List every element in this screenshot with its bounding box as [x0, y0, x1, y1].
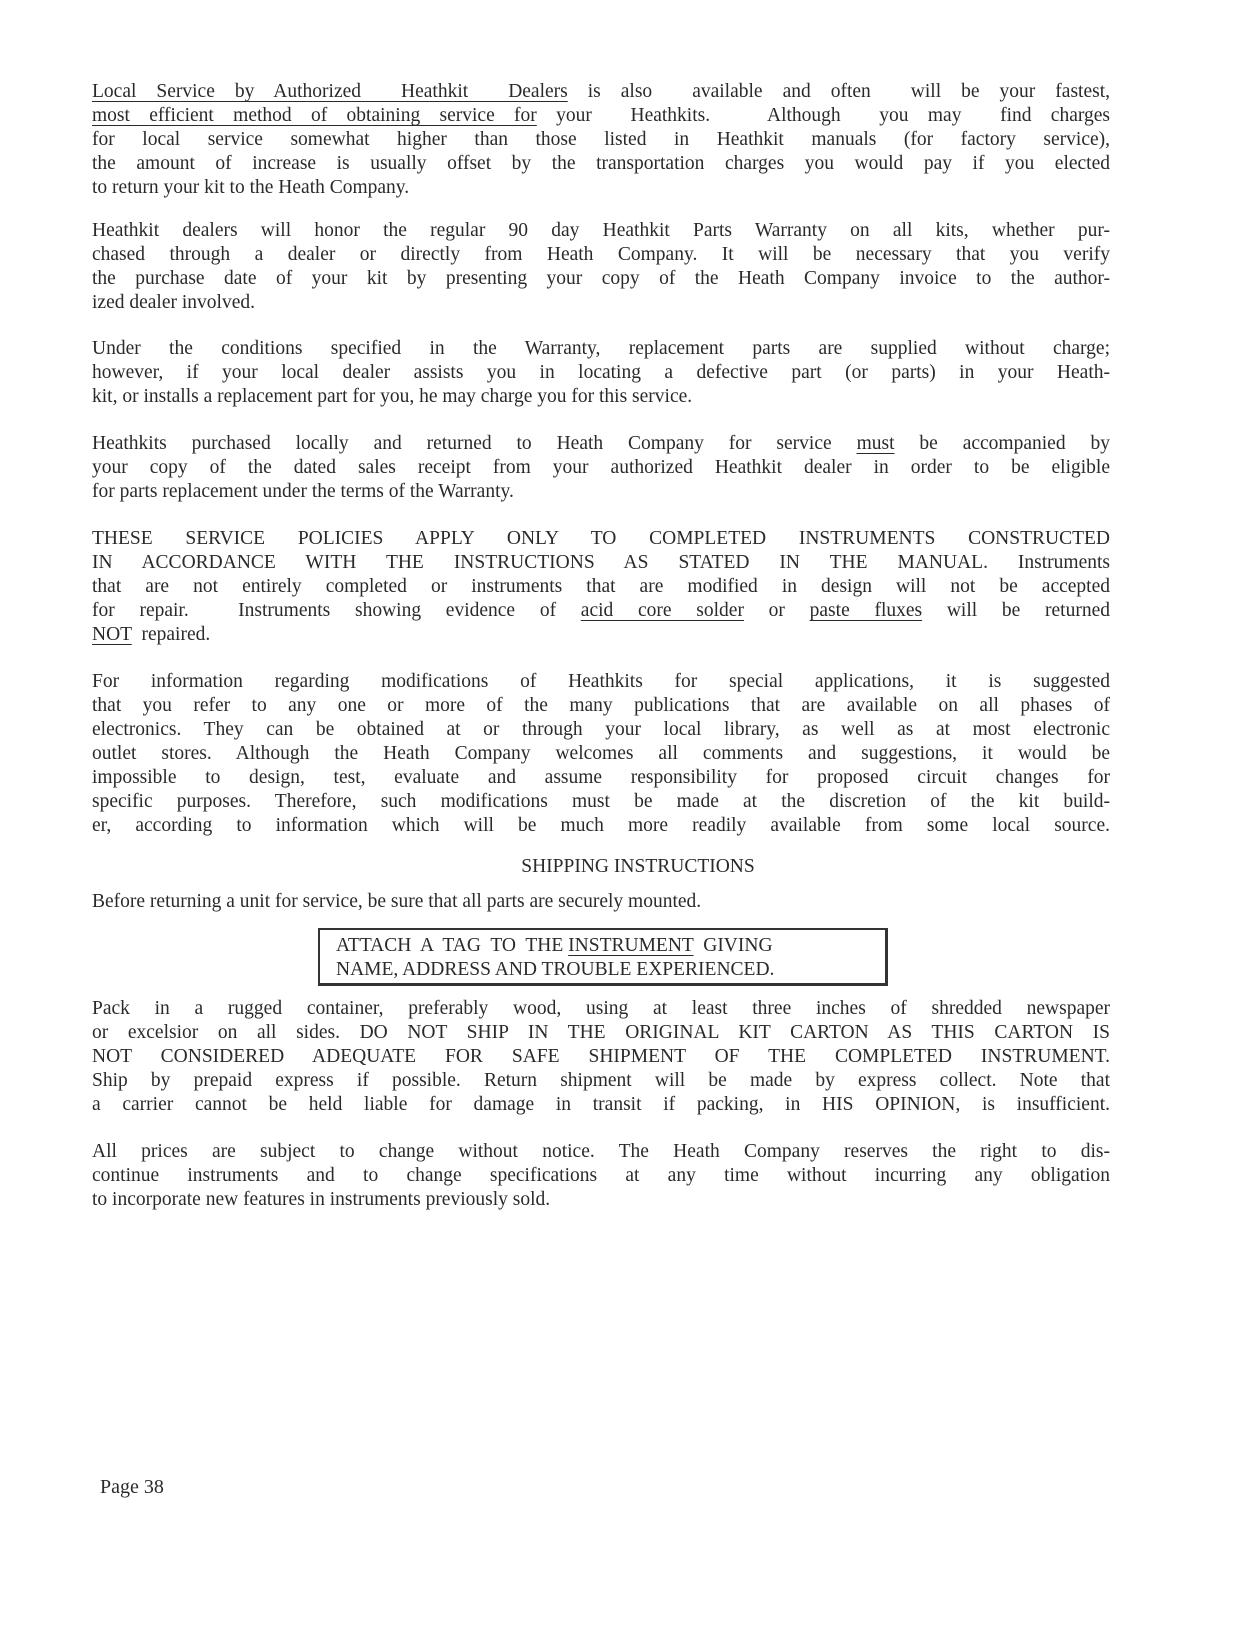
text-line: however, if your local dealer assists you in locating a defective part (or parts) in your Heath- [92, 362, 1110, 383]
text: repaired. [131, 624, 211, 645]
paragraph-modifications [92, 670, 1110, 838]
text-line: NOT CONSIDERED ADEQUATE FOR SAFE SHIPMENT OF THE COMPLETED INSTRUMENT. [92, 1046, 1110, 1067]
text-line: Before returning a unit for service, be sure that all parts are securely mounted. [92, 891, 702, 912]
text-line: er, according to information which will be much more readily available from some local source. [92, 815, 1110, 836]
text-line: that are not entirely completed or instruments that are modified in design will not be accepted [92, 576, 1110, 597]
underlined-text: acid core solder [580, 600, 744, 621]
text-line: IN ACCORDANCE WITH THE INSTRUCTIONS AS STATED IN THE MANUAL. Instruments [92, 552, 1110, 573]
text-line: chased through a dealer or directly from Heath Company. It will be necessary that you verify [92, 244, 1110, 265]
text-line: that you refer to any one or more of the many publications that are available on all phases of [92, 695, 1110, 716]
text-line: to incorporate new features in instruments previously sold. [92, 1189, 551, 1210]
underlined-text: most efficient method of obtaining service for [92, 105, 537, 126]
underlined-text: NOT [92, 624, 132, 645]
shipping-heading: SHIPPING INSTRUCTIONS [521, 856, 755, 877]
underlined-text: paste fluxes [809, 600, 923, 621]
text: is also available and often will be your fastest, [567, 81, 1110, 102]
text-line: to return your kit to the Heath Company. [92, 177, 410, 198]
text-line: outlet stores. Although the Heath Company welcomes all comments and suggestions, it would be [92, 743, 1110, 764]
text-line: for local service somewhat higher than those listed in Heathkit manuals (for factory service), [92, 129, 1110, 150]
text: Heathkits purchased locally and returned to Heath Company for service [92, 433, 857, 454]
text-line: For information regarding modifications of Heathkits for special applications, it is suggested [92, 671, 1110, 692]
text-line: Under the conditions specified in the Warranty, replacement parts are supplied without charge; [92, 338, 1110, 359]
text-line: THESE SERVICE POLICIES APPLY ONLY TO COMPLETED INSTRUMENTS CONSTRUCTED [92, 528, 1110, 549]
text-line: specific purposes. Therefore, such modifications must be made at the discretion of the kit build- [92, 791, 1110, 812]
text-line: Heathkit dealers will honor the regular 90 day Heathkit Parts Warranty on all kits, whether pur- [92, 220, 1110, 241]
underlined-text: must [856, 433, 895, 454]
text-line: Pack in a rugged container, preferably wood, using at least three inches of shredded newspaper [92, 998, 1110, 1019]
text-line: All prices are subject to change without notice. The Heath Company reserves the right to dis- [92, 1141, 1110, 1162]
tag-notice-box [318, 928, 888, 986]
paragraph-local-service [92, 80, 1110, 200]
text: will be returned [922, 600, 1110, 621]
page-number: Page 38 [100, 1476, 164, 1498]
text-line: a carrier cannot be held liable for damage in transit if packing, in HIS OPINION, is insufficient. [92, 1094, 1110, 1115]
text: or [743, 600, 810, 621]
text: for repair. Instruments showing evidence of [92, 600, 581, 621]
text-line: ized dealer involved. [92, 292, 255, 313]
text: ATTACH A TAG TO THE [336, 935, 569, 956]
text-line: electronics. They can be obtained at or through your local library, as well as at most electronic [92, 719, 1110, 740]
text: your Heathkits. Although you may find charges [536, 105, 1111, 126]
text-line: the amount of increase is usually offset by the transportation charges you would pay if you elected [92, 153, 1110, 174]
text-line: your copy of the dated sales receipt from your authorized Heathkit dealer in order to be eligible [92, 457, 1110, 478]
underlined-text: Local Service by Authorized Heathkit Dealers [92, 81, 568, 102]
paragraph-local-purchase [92, 432, 1110, 504]
paragraph-replacement-parts [92, 337, 1110, 409]
text-line: NAME, ADDRESS AND TROUBLE EXPERIENCED. [336, 959, 775, 980]
paragraph-dealer-warranty [92, 219, 1110, 315]
text: be accompanied by [894, 433, 1110, 454]
text-line: continue instruments and to change specifications at any time without incurring any obligation [92, 1165, 1110, 1186]
paragraph-packing [92, 997, 1110, 1117]
text-line: kit, or installs a replacement part for you, he may charge you for this service. [92, 386, 693, 407]
text-line: for parts replacement under the terms of the Warranty. [92, 481, 514, 502]
text: GIVING [693, 935, 773, 956]
underlined-text: INSTRUMENT [568, 935, 694, 956]
text-line: or excelsior on all sides. DO NOT SHIP IN THE ORIGINAL KIT CARTON AS THIS CARTON IS [92, 1022, 1110, 1043]
paragraph-service-policies [92, 527, 1110, 647]
text-line: Ship by prepaid express if possible. Return shipment will be made by express collect. Note that [92, 1070, 1110, 1091]
text-line: impossible to design, test, evaluate and assume responsibility for proposed circuit changes for [92, 767, 1110, 788]
text-line: the purchase date of your kit by presenting your copy of the Heath Company invoice to the author- [92, 268, 1110, 289]
paragraph-prices [92, 1140, 1110, 1212]
shipping-intro [92, 890, 1110, 914]
